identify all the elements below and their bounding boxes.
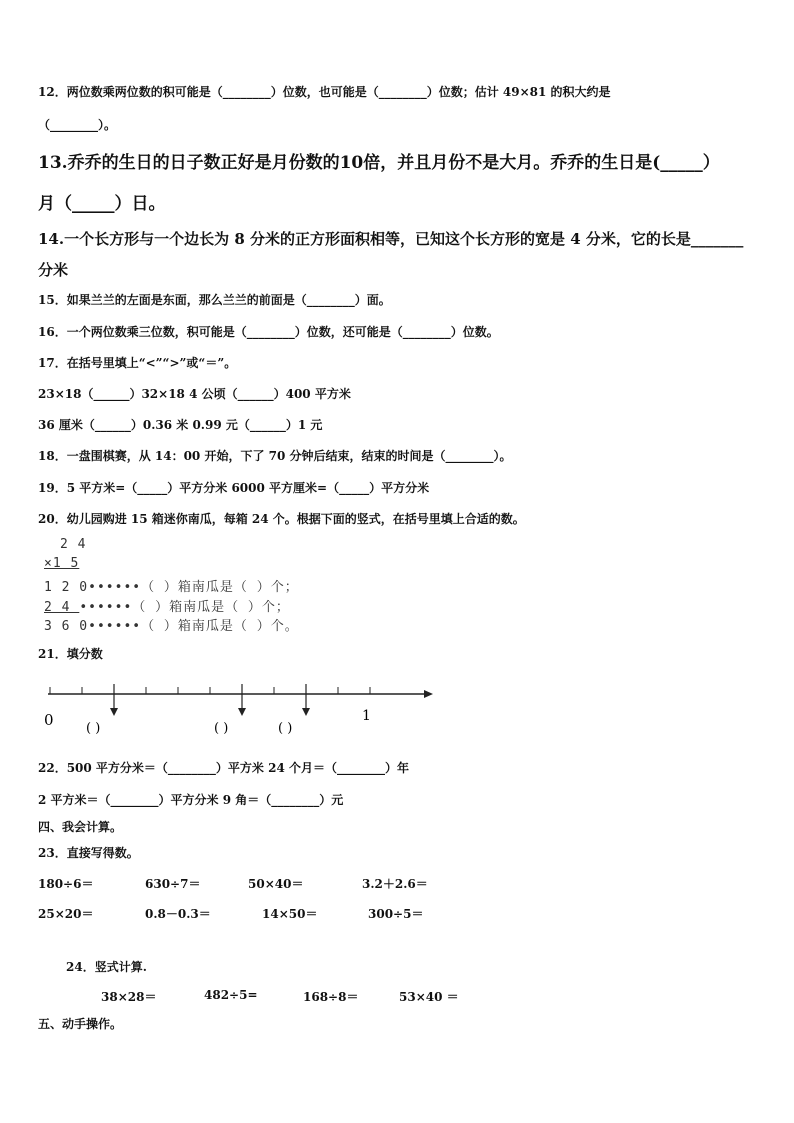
number-line-start-label: 0 — [44, 711, 54, 729]
vertical-row-3 — [44, 615, 299, 634]
number-line-answer-paren: ( ) — [214, 721, 229, 736]
q24-item: 482÷5= — [204, 988, 258, 1002]
q23-item: 630÷7＝ — [145, 877, 201, 891]
q24-item: 38×28＝ — [101, 990, 157, 1004]
q23-item: 0.8－0.3＝ — [145, 907, 211, 921]
q23-item: 25×20＝ — [38, 907, 94, 921]
q17-title: 17．在括号里填上“<”“>”或“＝”。 — [38, 356, 237, 370]
number-line-pointer-arrowhead — [110, 708, 118, 716]
q12-line1: 12．两位数乘两位数的积可能是（________）位数，也可能是（________）位数；估计 49×81 的积大约是 — [38, 85, 611, 99]
q23-item: 14×50＝ — [262, 907, 318, 921]
q17-row1: 23×18（______）32×18 4 公顷（______）400 平方米 — [38, 387, 351, 401]
number-line — [38, 680, 438, 740]
vertical-multiplier: ×1 5 — [44, 556, 80, 571]
section-4-heading: 四、我会计算。 — [38, 820, 123, 834]
number-line-answer-paren: ( ) — [86, 721, 101, 736]
q23-item: 3.2＋2.6＝ — [362, 877, 428, 891]
q22-row1: 22．500 平方分米＝（________）平方米 24 个月＝（________）年 — [38, 761, 409, 775]
vertical-row-text: ••••••（ ）箱南瓜是（ ）个。 — [88, 619, 299, 634]
q23-item: 180÷6＝ — [38, 877, 94, 891]
number-line-pointer-arrowhead — [302, 708, 310, 716]
section-5-heading: 五、动手操作。 — [38, 1017, 123, 1031]
vertical-row-text: ••••••（ ）箱南瓜是（ ）个； — [79, 600, 290, 615]
q13-line2: 月（_____）日。 — [38, 194, 166, 214]
number-line-pointer-arrowhead — [238, 708, 246, 716]
q21-title: 21．填分数 — [38, 647, 103, 661]
q20-title: 20．幼儿园购进 15 箱迷你南瓜，每箱 24 个。根据下面的竖式，在括号里填上合适的数。 — [38, 512, 525, 526]
vertical-row-2 — [44, 596, 290, 615]
q12-line2: （________）。 — [38, 118, 117, 132]
vertical-row-text: ••••••（ ）箱南瓜是（ ）个； — [88, 580, 299, 595]
vertical-row-num: 2 4 — [44, 600, 80, 615]
vertical-row-1 — [44, 576, 299, 595]
q19-text: 19．5 平方米=（_____）平方分米 6000 平方厘米=（_____）平方分米 — [38, 481, 430, 495]
q14-line2: 分米 — [38, 261, 69, 279]
q18-text: 18．一盘围棋赛，从 14：00 开始，下了 70 分钟后结束，结束的时间是（________）。 — [38, 449, 512, 463]
q23-item: 300÷5＝ — [368, 907, 424, 921]
q24-item: 53×40 ＝ — [399, 990, 459, 1004]
q16-text: 16．一个两位数乘三位数，积可能是（________）位数，还可能是（________）位数。 — [38, 325, 499, 339]
q15-text: 15．如果兰兰的左面是东面，那么兰兰的前面是（________）面。 — [38, 293, 391, 307]
number-line-answer-paren: ( ) — [278, 721, 293, 736]
q17-row2: 36 厘米（______）0.36 米 0.99 元（______）1 元 — [38, 418, 323, 432]
q22-row2: 2 平方米＝（________）平方分米 9 角＝（________）元 — [38, 793, 344, 807]
q24-title: 24．竖式计算. — [66, 960, 147, 974]
q14-line1: 14.一个长方形与一个边长为 8 分米的正方形面积相等，已知这个长方形的宽是 4 分米，它的长是_______ — [38, 230, 744, 248]
number-line-arrowhead — [424, 690, 433, 698]
q23-title: 23．直接写得数。 — [38, 846, 139, 860]
q23-item: 50×40＝ — [248, 877, 304, 891]
q24-item: 168÷8＝ — [303, 990, 359, 1004]
vertical-row-num: 1 2 0 — [44, 580, 89, 595]
q13-line1: 13.乔乔的生日的日子数正好是月份数的10倍，并且月份不是大月。乔乔的生日是(_____） — [38, 153, 720, 173]
vertical-top: 2 4 — [60, 537, 87, 552]
number-line-end-label: 1 — [362, 708, 371, 724]
vertical-row-num: 3 6 0 — [44, 619, 89, 634]
